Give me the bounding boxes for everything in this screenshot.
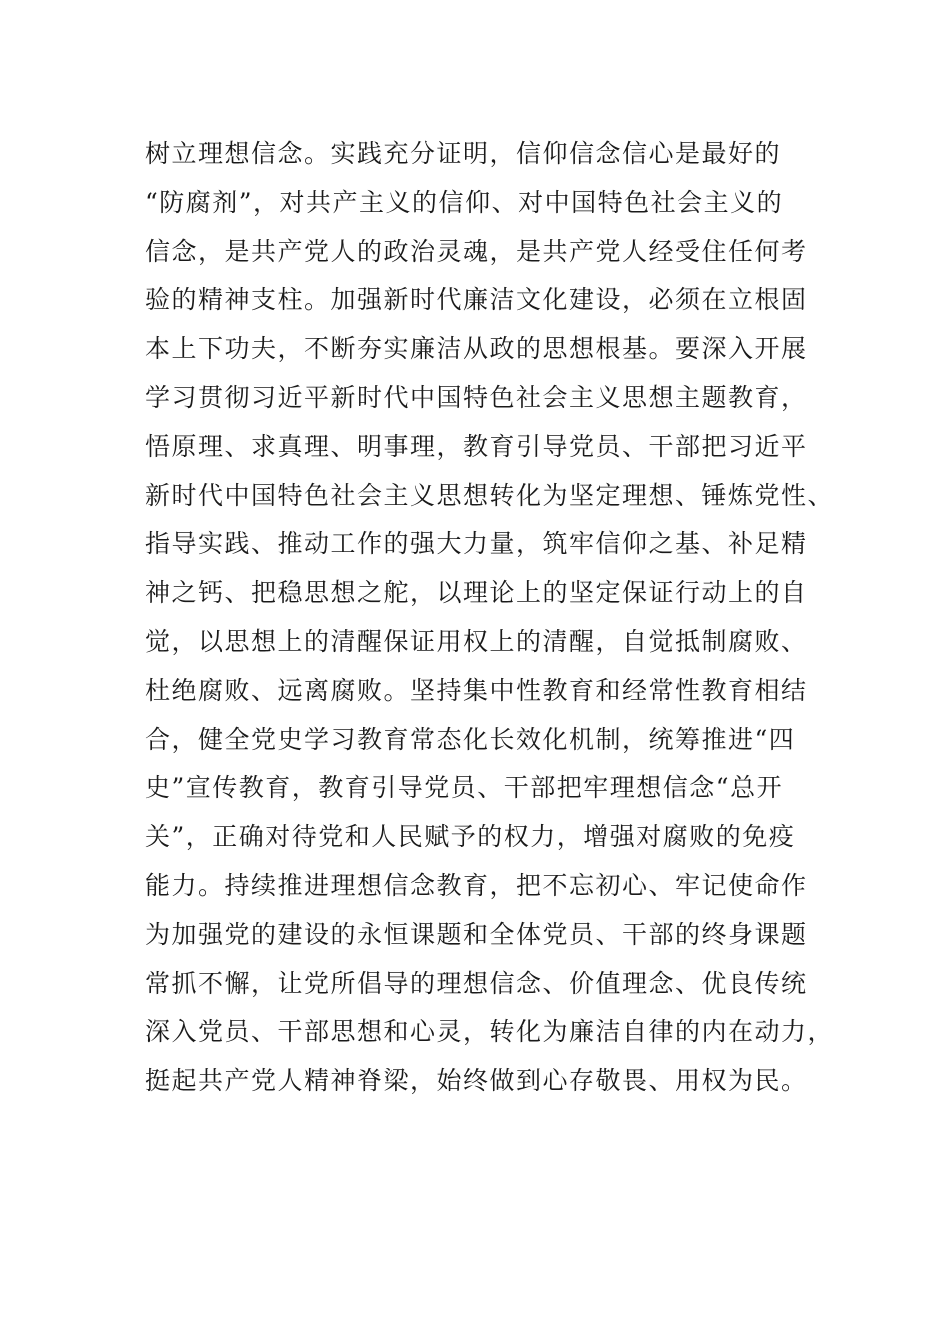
body-paragraph [145,130,845,1106]
text-line: 新时代中国特色社会主义思想转化为坚定理想、锤炼党性、 [145,480,835,510]
text-line: 关”，正确对待党和人民赋予的权力，增强对腐败的免疫 [145,822,796,852]
text-line: 常抓不懈，让党所倡导的理想信念、价值理念、优良传统 [145,968,808,998]
text-line: 学习贯彻习近平新时代中国特色社会主义思想主题教育， [145,382,808,412]
text-line: 能力。持续推进理想信念教育，把不忘初心、牢记使命作 [145,870,808,900]
text-line: 指导实践、推动工作的强大力量，筑牢信仰之基、补足精 [145,529,808,559]
text-line: 史”宣传教育，教育引导党员、干部把牢理想信念“总开 [145,773,784,803]
text-line: 深入党员、干部思想和心灵，转化为廉洁自律的内在动力， [145,1017,835,1047]
text-line: 验的精神支柱。加强新时代廉洁文化建设，必须在立根固 [145,285,808,315]
text-line: 信念，是共产党人的政治灵魂，是共产党人经受住任何考 [145,236,808,266]
text-line: 本上下功夫，不断夯实廉洁从政的思想根基。要深入开展 [145,334,808,364]
text-line: “防腐剂”，对共产主义的信仰、对中国特色社会主义的 [145,187,784,217]
text-line: 杜绝腐败、远离腐败。坚持集中性教育和经常性教育相结 [145,675,808,705]
text-line: 合，健全党史学习教育常态化长效化机制，统筹推进“四 [145,724,796,754]
text-line: 悟原理、求真理、明事理，教育引导党员、干部把习近平 [145,431,808,461]
text-line: 神之钙、把稳思想之舵，以理论上的坚定保证行动上的自 [145,578,808,608]
text-line: 树立理想信念。实践充分证明，信仰信念信心是最好的 [145,139,782,168]
text-line: 为加强党的建设的永恒课题和全体党员、干部的终身课题 [145,919,808,949]
text-line: 觉，以思想上的清醒保证用权上的清醒，自觉抵制腐败、 [145,626,808,656]
text-line: 挺起共产党人精神脊梁，始终做到心存敬畏、用权为民。 [145,1066,808,1096]
